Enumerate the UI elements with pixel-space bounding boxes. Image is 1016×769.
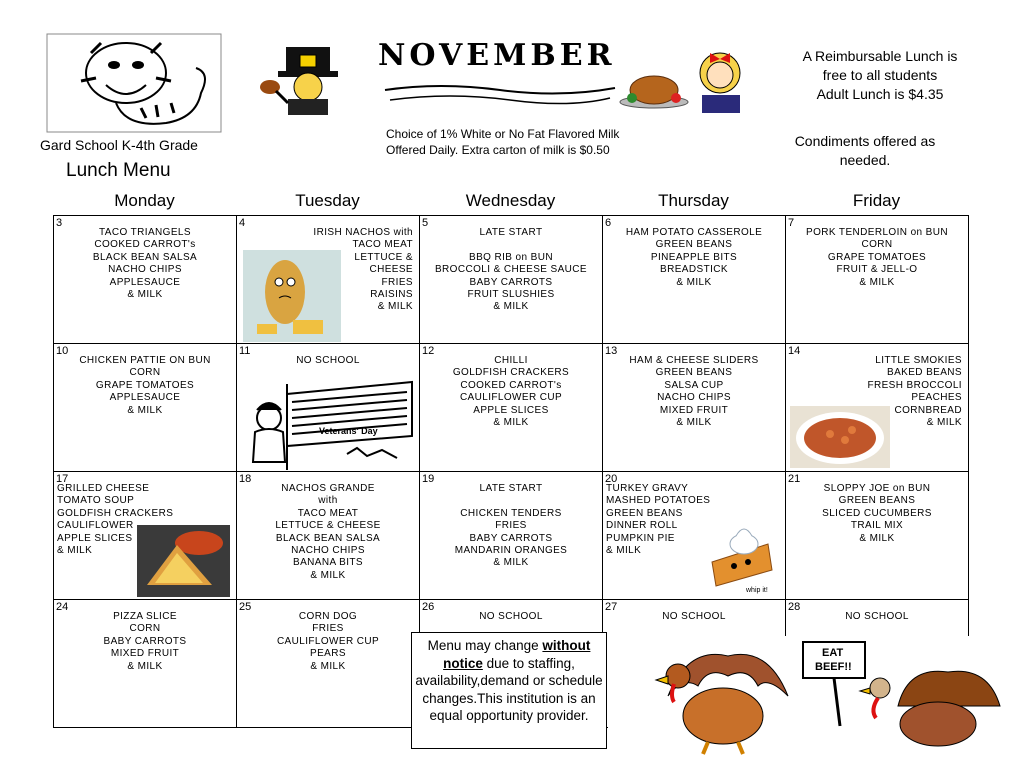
day-cell	[603, 472, 786, 600]
day-header-friday: Friday	[852, 191, 901, 210]
menu-change-notice	[411, 632, 607, 749]
menu-item: & MILK	[859, 276, 895, 288]
menu-item: & MILK	[310, 569, 346, 581]
menu-item: GREEN BEANS	[606, 507, 683, 519]
menu-item: NO SCHOOL	[845, 611, 909, 622]
menu-item: CORNBREAD	[894, 404, 962, 416]
notice-bold-2: notice	[443, 655, 483, 671]
menu-item: BANANA BITS	[293, 557, 363, 569]
menu-item: FRESH BROCCOLI	[867, 379, 962, 391]
date-number: 12	[422, 345, 435, 357]
eat-beef-line2: BEEF!!	[815, 661, 852, 673]
date-number: 26	[422, 601, 435, 613]
menu-item: BABY CARROTS	[103, 635, 187, 647]
day-cell	[786, 216, 969, 344]
menu-item: BABY CARROTS	[469, 532, 553, 544]
menu-item: LETTUCE & CHEESE	[275, 520, 381, 532]
menu-items	[420, 344, 602, 429]
menu-item: MANDARIN ORANGES	[454, 545, 568, 557]
day-cell	[54, 472, 237, 600]
menu-item: IRISH NACHOS with	[313, 227, 413, 238]
date-number: 4	[239, 217, 246, 229]
day-header-monday: Monday	[114, 191, 175, 210]
menu-item: & MILK	[310, 660, 346, 672]
menu-item: NACHO CHIPS	[108, 264, 182, 276]
turkey-left-icon	[656, 654, 788, 754]
menu-item: MIXED FRUIT	[110, 648, 180, 660]
menu-items	[603, 344, 785, 429]
veterans-day-text-line1: Veterans' Day	[319, 426, 378, 436]
pilgrim-girl-illustration	[690, 45, 752, 113]
menu-item: & MILK	[127, 404, 163, 416]
school-name: Gard School K-4th Grade	[40, 137, 198, 153]
menu-item: GRAPE TOMATOES	[95, 379, 195, 391]
day-header-thursday: Thursday	[658, 191, 729, 210]
menu-item: CORN	[129, 623, 161, 635]
menu-item: PIZZA SLICE	[113, 611, 177, 622]
menu-item: GOLDFISH CRACKERS	[452, 367, 570, 379]
menu-item: & MILK	[377, 301, 413, 313]
menu-item: SALSA CUP	[664, 379, 724, 391]
eat-beef-sign-icon	[803, 642, 865, 726]
menu-item: CAULIFLOWER CUP	[459, 392, 563, 404]
menu-item: LATE START	[479, 483, 543, 494]
day-header-tuesday: Tuesday	[295, 191, 360, 210]
menu-items	[237, 600, 419, 673]
date-number: 25	[239, 601, 252, 613]
menu-item: & MILK	[127, 289, 163, 301]
notice-bold-1: without	[542, 638, 591, 653]
menu-item: PUMPKIN PIE	[606, 532, 675, 544]
menu-items	[420, 216, 602, 314]
menu-item: CHICKEN PATTIE ON BUN	[79, 355, 211, 366]
menu-item: GREEN BEANS	[655, 239, 733, 251]
cond-line2: needed.	[839, 152, 891, 168]
menu-item: FRUIT & JELL-O	[836, 264, 918, 276]
pie-caption: whip it!	[746, 587, 768, 594]
milk-note-line2: Offered Daily. Extra carton of milk is $0.50	[386, 143, 610, 157]
date-number: 21	[788, 473, 801, 485]
menu-item: CAULIFLOWER CUP	[276, 635, 380, 647]
day-cell	[237, 472, 420, 600]
menu-item: CORN	[129, 367, 161, 379]
menu-item: NACHOS GRANDE	[281, 483, 375, 494]
menu-item: PORK TENDERLOIN on BUN	[806, 227, 948, 238]
day-cell	[786, 472, 969, 600]
menu-item: & MILK	[57, 545, 93, 557]
menu-item: TURKEY GRAVY	[606, 483, 689, 494]
menu-item: & MILK	[493, 301, 529, 313]
day-cell	[420, 472, 603, 600]
turkey-illustrations	[608, 636, 1008, 756]
menu-item: GRAPE TOMATOES	[827, 251, 927, 263]
menu-items	[237, 344, 419, 367]
menu-item: GOLDFISH CRACKERS	[57, 507, 174, 519]
menu-item: & MILK	[926, 417, 962, 429]
day-cell	[54, 344, 237, 472]
menu-item: NO SCHOOL	[296, 355, 360, 366]
day-cell	[603, 344, 786, 472]
date-number: 5	[422, 217, 429, 229]
menu-item: BREADSTICK	[660, 264, 728, 276]
menu-items	[603, 600, 785, 623]
menu-item: APPLESAUCE	[109, 392, 181, 404]
day-cell	[237, 600, 420, 728]
reimb-line1: A Reimbursable Lunch is	[802, 48, 958, 64]
menu-item: & MILK	[606, 545, 642, 557]
menu-item: HAM & CHEESE SLIDERS	[629, 355, 759, 366]
menu-item: APPLE SLICES	[473, 404, 549, 416]
date-number: 19	[422, 473, 435, 485]
date-number: 17	[56, 473, 69, 485]
menu-items	[603, 216, 785, 289]
potato-picture	[243, 250, 341, 342]
roast-turkey-platter	[618, 70, 690, 110]
menu-item: TACO MEAT	[297, 507, 359, 519]
reimbursable-note	[780, 47, 980, 104]
menu-items	[420, 600, 602, 623]
grilled-cheese-picture	[137, 525, 230, 597]
date-number: 7	[788, 217, 795, 229]
menu-item: RAISINS	[370, 289, 413, 301]
date-number: 14	[788, 345, 801, 357]
menu-item: PINEAPPLE BITS	[650, 251, 738, 263]
menu-item	[420, 495, 602, 507]
menu-item: FRIES	[312, 623, 344, 635]
reimb-line3: Adult Lunch is $4.35	[816, 86, 944, 102]
title-swirl	[380, 80, 620, 110]
day-cell	[603, 216, 786, 344]
menu-item: BLACK BEAN SALSA	[92, 251, 198, 263]
day-cell	[54, 600, 237, 728]
menu-item: APPLE SLICES	[57, 532, 133, 544]
condiments-note	[775, 132, 955, 170]
eat-beef-line1: EAT	[822, 647, 844, 659]
menu-item: BABY CARROTS	[469, 276, 553, 288]
day-cell	[420, 216, 603, 344]
menu-items	[786, 600, 968, 623]
date-number: 6	[605, 217, 612, 229]
menu-item: FRUIT SLUSHIES	[467, 289, 555, 301]
menu-item: LITTLE SMOKIES	[875, 355, 962, 366]
menu-item: with	[318, 495, 338, 507]
tiger-logo	[46, 33, 222, 133]
menu-item: HAM POTATO CASSEROLE	[625, 227, 763, 238]
menu-item: NACHO CHIPS	[657, 392, 731, 404]
date-number: 24	[56, 601, 69, 613]
day-cell	[54, 216, 237, 344]
menu-item: BBQ RIB on BUN	[469, 251, 553, 263]
menu-item: PEACHES	[911, 392, 962, 404]
menu-item: CHILLI	[494, 355, 528, 366]
day-header-wednesday: Wednesday	[465, 191, 556, 210]
cond-line1: Condiments offered as	[794, 133, 936, 149]
reimb-line2: free to all students	[822, 67, 938, 83]
date-number: 27	[605, 601, 618, 613]
date-number: 3	[56, 217, 63, 229]
menu-item: TRAIL MIX	[850, 520, 904, 532]
menu-item: TACO TRIANGELS	[99, 227, 191, 238]
menu-item: CHEESE	[369, 264, 413, 276]
turkey-right-icon	[860, 671, 1000, 746]
pilgrim-illustration	[258, 43, 368, 115]
menu-items	[786, 216, 968, 289]
date-number: 18	[239, 473, 252, 485]
menu-items	[54, 344, 236, 417]
menu-item: BROCCOLI & CHEESE SAUCE	[434, 264, 587, 276]
menu-item: NO SCHOOL	[662, 611, 726, 622]
menu-title: Lunch Menu	[66, 160, 171, 181]
menu-items	[237, 472, 419, 582]
menu-item: & MILK	[859, 532, 895, 544]
menu-item: GREEN BEANS	[655, 367, 733, 379]
menu-items	[54, 216, 236, 301]
menu-item: SLOPPY JOE on BUN	[823, 483, 931, 494]
menu-item: NO SCHOOL	[479, 611, 543, 622]
menu-item: FRIES	[381, 276, 413, 288]
menu-items	[420, 472, 602, 570]
day-cell	[237, 216, 420, 344]
menu-item: MIXED FRUIT	[659, 404, 729, 416]
menu-item: CHICKEN TENDERS	[460, 507, 562, 519]
menu-item: TOMATO SOUP	[57, 495, 135, 507]
menu-item: TACO MEAT	[352, 239, 413, 251]
menu-item	[420, 239, 602, 251]
menu-item: COOKED CARROT's	[460, 379, 562, 391]
day-cell	[237, 344, 420, 472]
menu-item: BAKED BEANS	[887, 367, 962, 379]
menu-item: DINNER ROLL	[606, 520, 678, 532]
menu-item: PEARS	[310, 648, 346, 660]
menu-item: & MILK	[493, 557, 529, 569]
menu-item: NACHO CHIPS	[291, 545, 365, 557]
menu-item: LETTUCE &	[354, 251, 413, 263]
menu-item: BLACK BEAN SALSA	[275, 532, 381, 544]
menu-items	[54, 600, 236, 673]
menu-item: CAULIFLOWER	[57, 520, 134, 532]
day-cell	[786, 344, 969, 472]
milk-note	[386, 126, 676, 158]
month-title: NOVEMBER	[378, 38, 616, 73]
menu-item: GREEN BEANS	[838, 495, 916, 507]
date-number: 13	[605, 345, 618, 357]
notice-pre: Menu may change	[427, 638, 543, 653]
menu-item: FRIES	[495, 520, 527, 532]
menu-item: CORN	[861, 239, 893, 251]
pumpkin-pie-picture	[706, 522, 778, 596]
menu-item: & MILK	[493, 417, 529, 429]
menu-item: & MILK	[127, 660, 163, 672]
baked-beans-picture	[790, 406, 890, 468]
date-number: 11	[239, 345, 251, 357]
menu-item: SLICED CUCUMBERS	[822, 507, 932, 519]
menu-item: APPLESAUCE	[109, 276, 181, 288]
menu-item: MASHED POTATOES	[606, 495, 711, 507]
milk-note-line1: Choice of 1% White or No Fat Flavored Milk	[386, 127, 620, 141]
veterans-day-picture	[247, 374, 417, 470]
menu-item: CORN DOG	[298, 611, 358, 622]
menu-item: & MILK	[676, 276, 712, 288]
date-number: 10	[56, 345, 69, 357]
menu-item: GRILLED CHEESE	[57, 483, 150, 494]
notice-post: due to staffing, availability,demand or schedule changes.This institution is an equal opportunity provider.	[415, 655, 603, 723]
date-number: 28	[788, 601, 801, 613]
menu-items	[786, 472, 968, 545]
day-cell	[420, 344, 603, 472]
menu-item: & MILK	[676, 417, 712, 429]
menu-item: COOKED CARROT's	[94, 239, 196, 251]
date-number: 20	[605, 473, 618, 485]
menu-item: LATE START	[479, 227, 543, 238]
